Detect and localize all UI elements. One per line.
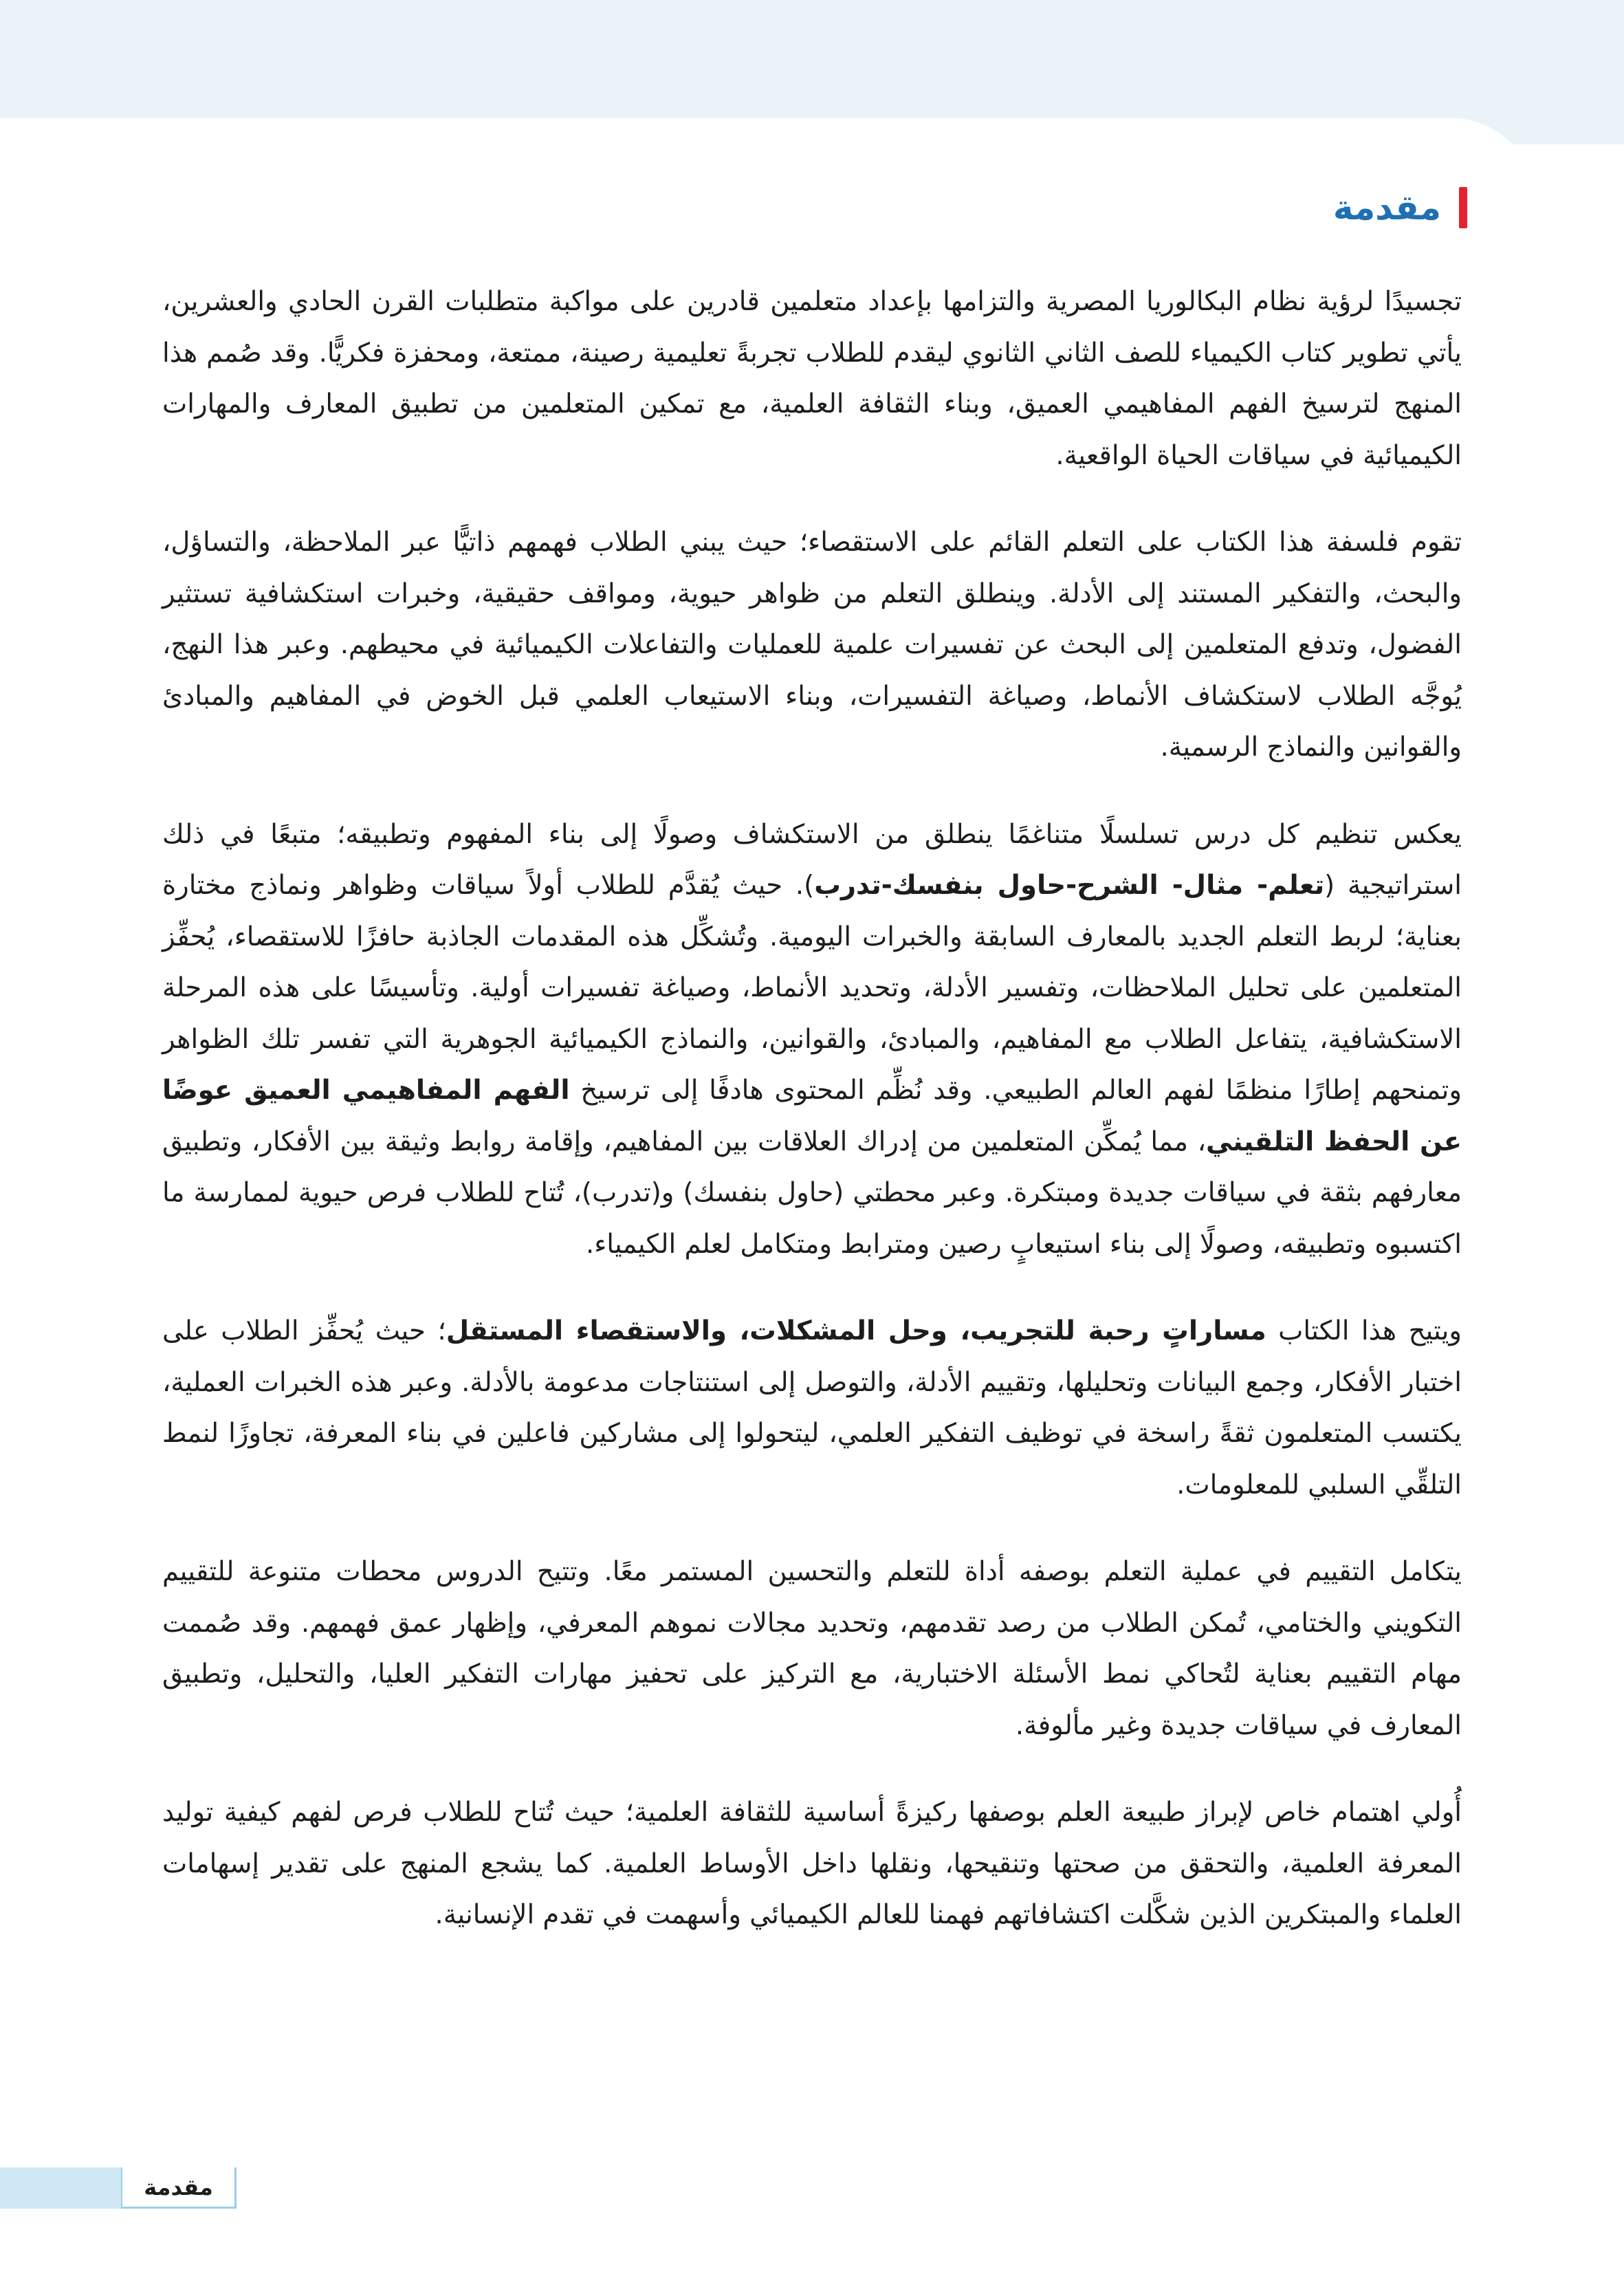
paragraph-text: ؛ حيث يُحفِّز الطلاب على اختبار الأفكار، وجمع البيانات وتحليلها، وتقييم الأدلة، والتوصل إلى استنتاجات مدعومة بالأدلة. وعبر هذه الخبرات العملية، يكتسب المتعلمون ثقةً راسخة في توظيف التفكير العلمي، ليتحولوا إلى مشاركين فاعلين في بناء المعرفة، تجاوزًا لنمط التلقِّي السلبي للمعلومات. <box>162 1315 1462 1500</box>
emphasis-text: تعلم- مثال- الشرح-حاول بنفسك-تدرب <box>814 870 1325 901</box>
paragraph-2 <box>162 517 1462 774</box>
paragraph-6 <box>162 1787 1462 1941</box>
paragraph-text: ، مما يُمكِّن المتعلمين من إدراك العلاقات بين المفاهيم، وإقامة روابط وثيقة بين الأفكار، وتطبيق معارفهم بثقة في سياقات جديدة ومبتكرة. وعبر محطتي (حاول بنفسك) و(تدرب)، تُتاح للطلاب فرص حيوية لممارسة ما اكتسبوه وتطبيقه، وصولًا إلى بناء استيعابٍ رصين ومترابط ومتكامل لعلم الكيمياء. <box>162 1126 1462 1260</box>
paragraph-text: تقوم فلسفة هذا الكتاب على التعلم القائم على الاستقصاء؛ حيث يبني الطلاب فهمهم ذاتيًّا عبر الملاحظة، والتساؤل، والبحث، والتفكير المستند إلى الأدلة. وينطلق التعلم من ظواهر حيوية، ومواقف حقيقية، وخبرات استكشافية تستثير الفضول، وتدفع المتعلمين إلى البحث عن تفسيرات علمية للعمليات والتفاعلات الكيميائية في محيطهم. وعبر هذا النهج، يُوجَّه الطلاب لاستكشاف الأنماط، وصياغة التفسيرات، وبناء الاستيعاب العلمي قبل الخوض في المفاهيم والمبادئ والقوانين والنماذج الرسمية. <box>162 527 1462 763</box>
paragraph-5 <box>162 1546 1462 1751</box>
paragraph-text: يعكس تنظيم كل درس تسلسلًا متناغمًا ينطلق من الاستكشاف وصولًا إلى بناء المفهوم وتطبيقه؛ متبعًا في ذلك استراتيجية ( <box>162 818 1462 901</box>
paragraph-text: تجسيدًا لرؤية نظام البكالوريا المصرية والتزامها بإعداد متعلمين قادرين على مواكبة متطلبات القرن الحادي والعشرين، يأتي تطوير كتاب الكيمياء للصف الثاني الثانوي ليقدم للطلاب تجربةً تعليمية رصينة، ممتعة، ومحفزة فكريًّا. وقد صُمم هذا المنهج لترسيخ الفهم المفاهيمي العميق، وبناء الثقافة العلمية، مع تمكين المتعلمين من تطبيق المعارف والمهارات الكيميائية في سياقات الحياة الواقعية. <box>162 286 1462 471</box>
paragraph-3 <box>162 809 1462 1271</box>
intro-body <box>162 276 1462 1977</box>
footer-section-label: مقدمة <box>144 2174 213 2200</box>
paragraph-text: يتكامل التقييم في عملية التعلم بوصفه أداة للتعلم والتحسين المستمر معًا. وتتيح الدروس محطات متنوعة للتقييم التكويني والختامي، تُمكن الطلاب من رصد تقدمهم، وتحديد مجالات نموهم المعرفي، وإظهار عمق فهمهم. وقد صُممت مهام التقييم بعناية لتُحاكي نمط الأسئلة الاختبارية، مع التركيز على تحفيز مهارات التفكير العليا، والتحليل، وتطبيق المعارف في سياقات جديدة وغير مألوفة. <box>162 1556 1462 1741</box>
emphasis-text: مساراتٍ رحبة للتجريب، وحل المشكلات، والاستقصاء المستقل <box>446 1315 1266 1346</box>
paragraph-text: أُولي اهتمام خاص لإبراز طبيعة العلم بوصفها ركيزةً أساسية للثقافة العلمية؛ حيث تُتاح للطلاب فرص لفهم كيفية توليد المعرفة العلمية، والتحقق من صحتها وتنقيحها، ونقلها داخل الأوساط العلمية. كما يشجع المنهج على تقدير إسهامات العلماء والمبتكرين الذين شكَّلت اكتشافاتهم فهمنا للعالم الكيميائي وأسهمت في تقدم الإنسانية. <box>162 1797 1462 1930</box>
paragraph-1 <box>162 276 1462 481</box>
emphasis-text: الفهم المفاهيمي العميق عوضًا عن الحفظ التلقيني <box>162 1075 1462 1157</box>
section-heading <box>1333 187 1467 228</box>
heading-accent-bar <box>1459 187 1467 228</box>
paragraph-text: ويتيح هذا الكتاب <box>1266 1315 1462 1346</box>
footer-strip <box>0 2167 121 2209</box>
paragraph-4 <box>162 1306 1462 1511</box>
footer-tab <box>121 2167 237 2209</box>
page-title: مقدمة <box>1332 188 1441 228</box>
paragraph-text: ). حيث يُقدَّم للطلاب أولاً سياقات وظواهر ونماذج مختارة بعناية؛ لربط التعلم الجديد بالمعارف السابقة والخبرات اليومية. وتُشكِّل هذه المقدمات الجاذبة حافزًا للاستقصاء، يُحفِّز المتعلمين على تحليل الملاحظات، وتفسير الأدلة، وتحديد الأنماط، وصياغة تفسيرات أولية. وتأسيسًا على هذه المرحلة الاستكشافية، يتفاعل الطلاب مع المفاهيم، والمبادئ، والقوانين، والنماذج الكيميائية الجوهرية التي تفسر تلك الظواهر وتمنحهم إطارًا منظمًا لفهم العالم الطبيعي. وقد نُظِّم المحتوى هادفًا إلى ترسيخ <box>162 870 1462 1106</box>
